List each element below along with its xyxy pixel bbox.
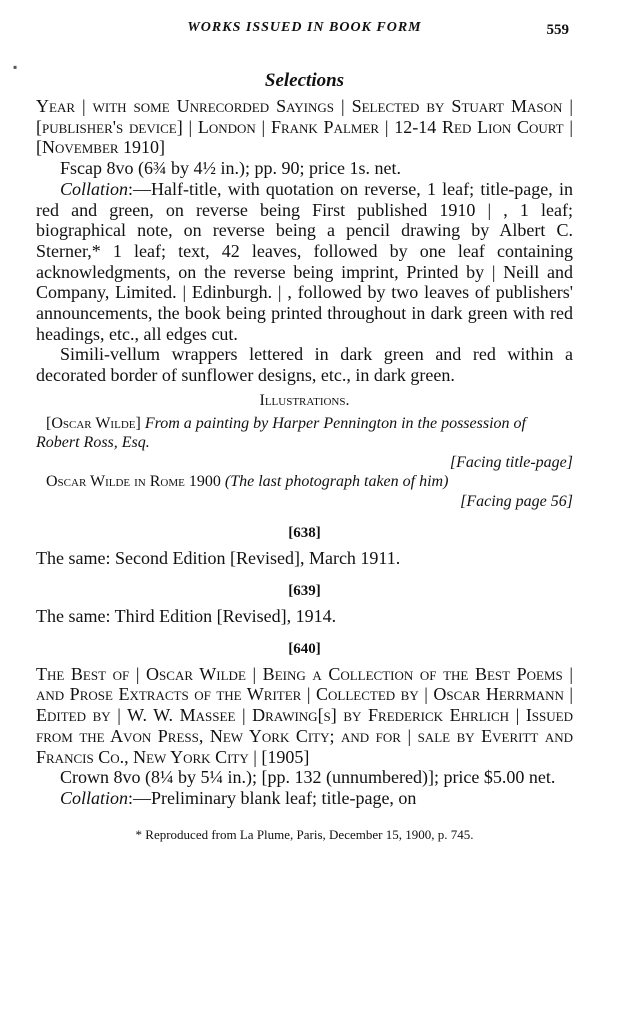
entry-number-638: [638] [288,525,321,542]
entry-637-format: Fscap 8vo (6¾ by 4½ in.); pp. 90; price 1s. net. [60,158,401,179]
page-number: 559 [546,22,569,38]
collation-text: :—Half-title, with quotation on reverse, 1 leaf; title-page, in red and green, on reverse being First published 1910 | , 1 leaf; biographical note, on reverse being a pencil drawing by Albert C. Sterner,* 1 leaf; text, 42 leaves, followed by one leaf containing acknowledgments, on the reverse being imprint, Printed by | Neill and Company, Limited. | Edinburgh. | , followed by two leaves of publishers' announcements, the book being printed throughout in dark green with red headings, etc., all edges cut. [36,178,573,344]
page-header [13,20,573,74]
collation-label: Collation [60,787,129,808]
entry-number-640: [640] [288,640,321,657]
entry-637-binding: Simili-vellum wrappers lettered in dark green and red within a decorated border of sunflower designs, etc., in dark green. [36,344,573,386]
footnote: * Reproduced from La Plume, Paris, December 15, 1900, p. 745. [135,826,474,842]
illustration-2 [36,472,573,492]
entry-638-label: The same: [36,548,111,569]
entry-640-title-block: The Best of | Oscar Wilde | Being a Collection of the Best Poems | and Prose Extracts of the Writer | Collected by | Oscar Herrmann | Edited by | W. W. Massee | Drawing[s] by Frederick Ehrlich | Issued from the Avon Press, New York City; and for | sale by Everitt and Francis Co., New York City | [1905] [36,663,573,767]
entry-638 [36,548,573,569]
running-head: WORKS ISSUED IN BOOK FORM [187,20,422,35]
illustration-1-facing: [Facing title-page] [449,453,573,471]
collation-label: Collation [60,178,129,199]
illustration-2-caption: (The last photograph taken of him) [224,473,449,491]
entry-637-title-block: Year | with some Unrecorded Sayings | Selected by Stuart Mason | [publisher's device] | London | Frank Palmer | 12-14 Red Lion Court | [November 1910] [36,96,573,158]
entry-638-text: Second Edition [Revised], March 1911. [114,548,401,569]
book-page [13,20,573,843]
illustration-2-subject: Oscar Wilde in Rome 1900 [46,473,221,491]
entry-640-format: Crown 8vo (8¼ by 5¼ in.); [pp. 132 (unnumbered)]; price $5.00 net. [60,767,556,788]
section-title: Selections [264,70,345,91]
illustration-2-facing: [Facing page 56] [460,492,573,510]
entry-639-label: The same: [36,606,111,627]
entry-number-639: [639] [288,583,321,600]
illustration-1 [36,414,573,453]
illustration-1-subject: [Oscar Wilde] [46,414,141,432]
entry-640-collation [36,788,573,809]
entry-639-text: Third Edition [Revised], 1914. [114,606,337,627]
margin-mark: ▪ [13,60,18,74]
illustration-1-caption: From a painting by Harper Pennington in the possession of Robert Ross, Esq. [36,414,526,452]
entry-639 [36,606,573,627]
entry-637-collation [36,179,573,345]
illustrations-heading: Illustrations. [259,391,350,409]
collation-text: :—Preliminary blank leaf; title-page, on [128,787,417,808]
